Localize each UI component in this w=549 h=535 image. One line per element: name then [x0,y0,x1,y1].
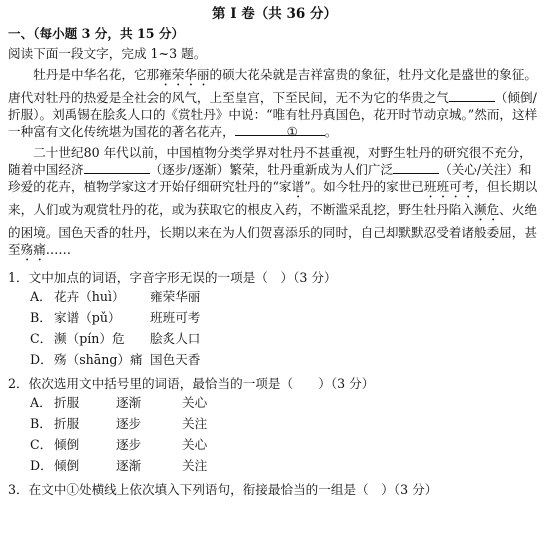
dotted-word: 雍荣华丽 [159,67,210,82]
blank-marker: ① [286,124,298,139]
question-2-stem: 2．依次选用文中括号里的词语，最恰当的一项是（ ）（3 分） [8,376,375,391]
question-1-stem: 1．文中加点的词语，字音字形无误的一项是（ ）（3 分） [8,270,337,285]
option-text: 濒（pín）危 [54,331,125,346]
option-text: 班班可考 [150,310,201,325]
option-text: 倾倒 [54,437,80,452]
question-3-stem: 3．在文中①处横线上依次填入下列语句，衔接最恰当的一组是（ ）（3 分） [8,482,438,497]
option-text: 关注 [182,458,208,473]
option-text: 关心 [182,437,208,452]
fill-blank [449,89,495,102]
passage-text: （关心/关注）和珍爱的花卉，植物学家这才开始仔细研究牡丹的“家 [8,162,532,194]
passage-text: …… [45,242,71,257]
option-text: 国色天香 [150,352,201,367]
option-letter: D． [30,458,53,473]
option-a[interactable] [8,392,541,413]
option-b[interactable] [8,413,541,434]
fill-blank [84,161,150,174]
option-letter: A． [30,289,52,304]
option-text: 逐渐 [116,395,142,410]
passage-paragraph-1 [8,66,541,140]
paper-title: 第 I 卷（共 36 分） [212,6,337,22]
passage-text: 二十世纪80 年代以前，中国植物分类学界对牡丹不甚重视，对野生牡丹的研究很不充分，随着中国经济 [8,145,532,177]
fill-blank [393,161,439,174]
option-text: 折服 [54,395,80,410]
option-letter: D． [30,352,53,367]
passage-text: ”。如今牡丹的家世已 [304,179,424,194]
option-d[interactable] [8,349,541,370]
option-text: 花卉（huì） [54,289,125,304]
option-text: 家谱（pǔ） [54,310,121,325]
dotted-word: 殇痛 [20,242,46,257]
option-text: 逐渐 [116,458,142,473]
dotted-word: 濒危 [473,202,500,217]
dotted-word: 谱 [291,179,305,194]
dotted-word: 班班可考 [423,179,475,194]
passage-text: ，但长期以来，人们或为观赏牡丹的花，或为获取它的根皮入药，不断滥采乱挖，野生牡丹陷入 [8,179,538,217]
option-letter: B． [30,310,52,325]
option-text: 逐步 [116,416,142,431]
option-text: 关心 [182,395,208,410]
option-letter: C． [30,331,53,346]
option-c[interactable] [8,328,541,349]
passage-text: （倾倒/折服）。刘禹锡在脍炙人口的《赏牡丹》中说：“唯有牡丹真国色，花开时节动京城。”然而，这样一种富有文化传统堪为国花的著名花卉， [8,90,538,139]
option-text: 逐步 [116,437,142,452]
option-b[interactable] [8,307,541,328]
option-text: 倾倒 [54,458,80,473]
passage-paragraph-2 [8,144,541,264]
option-d[interactable] [8,455,541,476]
option-letter: B． [30,416,52,431]
passage-text: 的硕大花朵就是吉祥富贵的象征，牡丹文化是盛世的象征。唐代对牡丹的热爱是全社会的风气，上至皇宫，下至民间，无不为它的华贵之气 [8,67,537,105]
fill-blank-1 [235,123,325,139]
passage-text: 牡丹是中华名花，它那 [33,67,160,82]
option-c[interactable] [8,434,541,455]
option-a[interactable] [8,286,541,307]
option-text: 脍炙人口 [150,331,201,346]
option-text: 关注 [182,416,208,431]
option-letter: C． [30,437,53,452]
option-letter: A． [30,395,52,410]
passage-text: （逐步/逐渐）繁荣，牡丹重新成为人们广泛 [149,162,394,177]
option-text: 雍荣华丽 [150,289,201,304]
passage-text: 、火绝的困境。国色天香的牡丹，长期以来在为人们贺喜添乐的同时，自己却默默忍受着诸般委屈，甚至 [8,202,537,257]
section-heading: 一、（每小题 3 分，共 15 分） [8,26,185,41]
option-text: 折服 [54,416,80,431]
reading-instruction: 阅读下面一段文字，完成 1~3 题。 [8,46,207,61]
option-text: 殇（shāng）痛 [54,352,143,367]
passage-text: 。 [324,124,338,139]
